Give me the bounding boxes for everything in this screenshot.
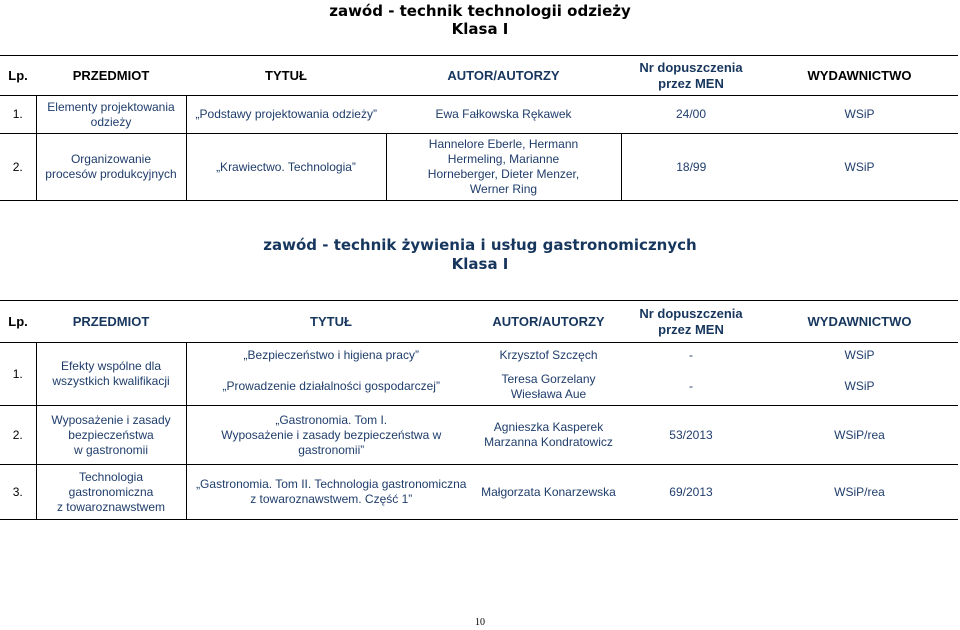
row-nr: 24/00 bbox=[621, 96, 761, 134]
row-autor bbox=[476, 406, 621, 465]
przedmiot-line: gastronomiczna bbox=[68, 484, 154, 499]
row-tytul bbox=[186, 465, 476, 520]
row-wydawnictwo: WSiP bbox=[761, 96, 958, 134]
autor-line: Werner Ring bbox=[469, 182, 538, 196]
autor-line: Marzanna Kondratowicz bbox=[484, 435, 613, 449]
header-nr-line1: Nr dopuszczenia bbox=[639, 305, 743, 321]
przedmiot-line: Organizowanie bbox=[70, 152, 152, 166]
row-autor: Małgorzata Konarzewska bbox=[476, 465, 621, 520]
row-przedmiot bbox=[36, 406, 186, 465]
header-wydawnictwo: WYDAWNICTWO bbox=[761, 56, 958, 96]
row-autor bbox=[386, 134, 621, 201]
row-nr: - bbox=[689, 348, 693, 363]
autor-line: Horneberger, Dieter Menzer, bbox=[427, 167, 580, 181]
autor-line: Wiesława Aue bbox=[510, 386, 587, 401]
section2-table bbox=[0, 300, 958, 520]
header-nr-line1: Nr dopuszczenia bbox=[639, 59, 743, 75]
header-tytul: TYTUŁ bbox=[186, 56, 386, 96]
row-przedmiot bbox=[36, 343, 186, 406]
table-row bbox=[0, 465, 958, 520]
table-row bbox=[0, 134, 958, 201]
przedmiot-line: w gastronomii bbox=[73, 442, 149, 457]
section2-title: zawód - technik żywienia i usług gastronomicznych bbox=[263, 236, 697, 254]
row-tytul: „Bezpieczeństwo i higiena pracy” bbox=[186, 343, 476, 369]
row-tytul: „Krawiectwo. Technologia” bbox=[186, 134, 386, 201]
row-tytul: „Podstawy projektowania odzieży” bbox=[186, 96, 386, 134]
przedmiot-line: Elementy projektowania bbox=[47, 99, 175, 114]
table-row bbox=[0, 96, 958, 134]
row-nr: 53/2013 bbox=[621, 406, 761, 465]
header-lp: Lp. bbox=[0, 56, 36, 96]
przedmiot-line: Technologia bbox=[78, 469, 144, 484]
row-autor bbox=[476, 369, 621, 406]
przedmiot-line: wszystkich kwalifikacji bbox=[52, 374, 170, 388]
przedmiot-line: Wyposażenie i zasady bbox=[51, 412, 171, 427]
row-wydawnictwo: WSiP/rea bbox=[761, 406, 958, 465]
row-tytul: „Prowadzenie działalności gospodarczej” bbox=[186, 369, 476, 406]
tytul-line: Wyposażenie i zasady bezpieczeństwa w gastronomii” bbox=[221, 427, 442, 457]
header-autor: AUTOR/AUTORZY bbox=[476, 301, 621, 343]
header-nr bbox=[621, 301, 761, 343]
row-przedmiot bbox=[36, 96, 186, 134]
table-row bbox=[0, 406, 958, 465]
section1-subtitle: Klasa I bbox=[451, 20, 509, 38]
page-number: 10 bbox=[475, 617, 485, 628]
table-header-row bbox=[0, 56, 958, 96]
section1-title: zawód - technik technologii odzieży bbox=[329, 2, 631, 20]
autor-line: Teresa Gorzelany bbox=[501, 371, 596, 386]
przedmiot-line: Efekty wspólne dla bbox=[60, 359, 162, 373]
autor-line: Hannelore Eberle, Hermann bbox=[428, 137, 579, 151]
row-tytul bbox=[186, 406, 476, 465]
row-nr: - bbox=[621, 369, 761, 406]
row-lp: 3. bbox=[0, 465, 36, 520]
row-nr: 69/2013 bbox=[621, 465, 761, 520]
row-lp: 2. bbox=[0, 406, 36, 465]
row-wydawnictwo: WSiP bbox=[761, 369, 958, 406]
table-header-row bbox=[0, 301, 958, 343]
row-nr: 18/99 bbox=[621, 134, 761, 201]
header-przedmiot: PRZEDMIOT bbox=[36, 301, 186, 343]
przedmiot-line: z towaroznawstwem bbox=[56, 499, 166, 514]
header-nr bbox=[621, 56, 761, 96]
row-wydawnictwo: WSiP/rea bbox=[761, 465, 958, 520]
row-przedmiot bbox=[36, 465, 186, 520]
row-lp: 2. bbox=[0, 134, 36, 201]
header-lp: Lp. bbox=[0, 301, 36, 343]
header-tytul: TYTUŁ bbox=[186, 301, 476, 343]
przedmiot-line: procesów produkcyjnych bbox=[45, 167, 177, 181]
row-autor: Krzysztof Szczęch bbox=[499, 348, 598, 363]
header-autor: AUTOR/AUTORZY bbox=[386, 56, 621, 96]
header-przedmiot: PRZEDMIOT bbox=[36, 56, 186, 96]
row-przedmiot bbox=[36, 134, 186, 201]
row-autor: Ewa Fałkowska Rękawek bbox=[386, 96, 621, 134]
header-wydawnictwo: WYDAWNICTWO bbox=[761, 301, 958, 343]
tytul-line: „Gastronomia. Tom II. Technologia gastronomiczna bbox=[196, 477, 467, 491]
tytul-line: z towaroznawstwem. Część 1” bbox=[250, 492, 413, 506]
row-lp: 1. bbox=[0, 343, 36, 406]
header-nr-line2: przez MEN bbox=[658, 75, 724, 91]
table-row bbox=[0, 343, 958, 369]
przedmiot-line: odzieży bbox=[90, 114, 132, 129]
row-wydawnictwo: WSiP bbox=[844, 348, 875, 363]
header-nr-line2: przez MEN bbox=[658, 321, 724, 337]
autor-line: Agnieszka Kasperek bbox=[493, 420, 604, 434]
przedmiot-line: bezpieczeństwa bbox=[68, 427, 154, 442]
autor-line: Hermeling, Marianne bbox=[447, 152, 560, 166]
row-wydawnictwo: WSiP bbox=[761, 134, 958, 201]
tytul-line: „Gastronomia. Tom I. bbox=[275, 412, 388, 427]
section2-subtitle: Klasa I bbox=[451, 255, 509, 273]
section1-table bbox=[0, 55, 958, 201]
row-lp: 1. bbox=[0, 96, 36, 134]
